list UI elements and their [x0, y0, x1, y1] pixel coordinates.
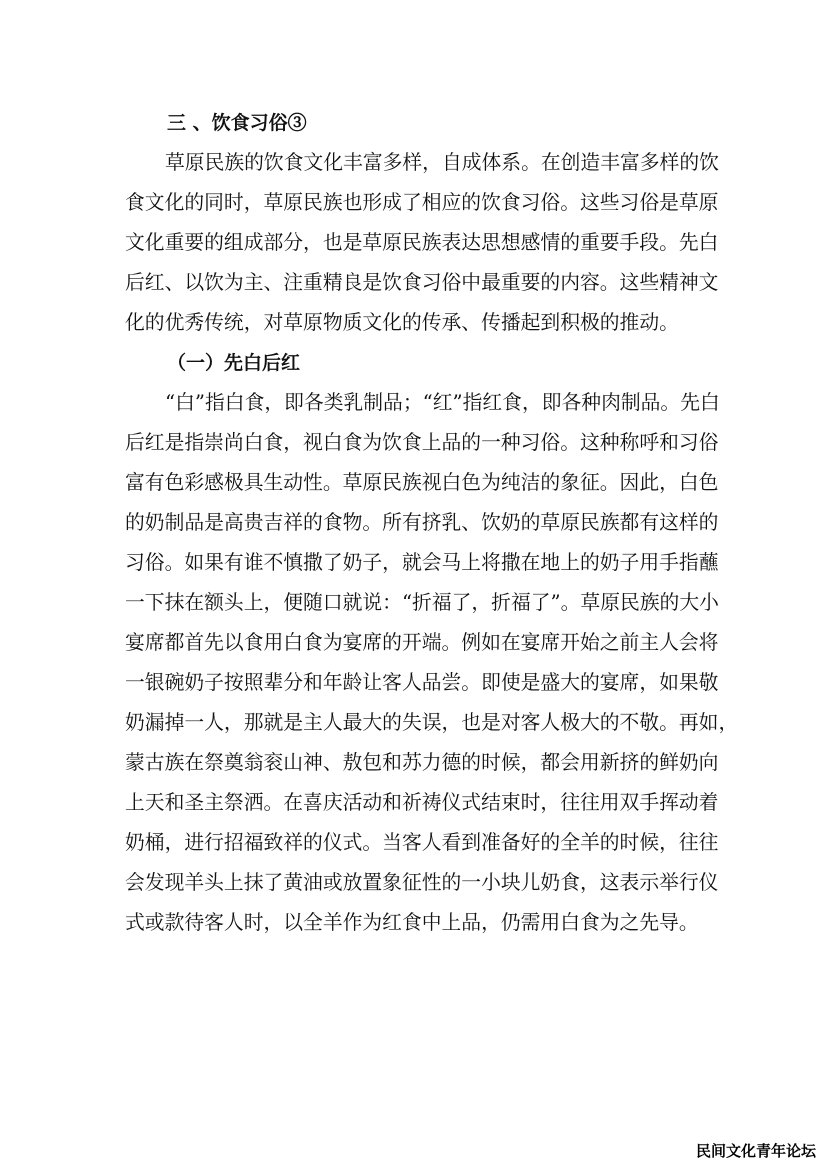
text-line: 一下抹在额头上，便随口就说：“折福了，折福了”。草原民族的大小	[125, 591, 719, 614]
text-line: 式或款待客人时，以全羊作为红食中上品，仍需用白食为之先导。	[125, 911, 699, 934]
text-line: 化的优秀传统，对草原物质文化的传承、传播起到积极的推动。	[125, 311, 679, 334]
intro-paragraph	[125, 143, 719, 343]
text-line: 上天和圣主祭洒。在喜庆活动和祈祷仪式结束时，往往用双手挥动着	[125, 791, 719, 814]
section-heading: 三 、饮食习俗③	[167, 112, 307, 134]
footer-watermark: 民间文化青年论坛	[695, 1142, 816, 1160]
text-line: 的奶制品是高贵吉祥的食物。所有挤乳、饮奶的草原民族都有这样的	[125, 511, 719, 534]
subsection-heading: （一）先白后红	[167, 352, 301, 374]
text-line: 蒙古族在祭奠翁衮山神、敖包和苏力德的时候，都会用新挤的鲜奶向	[125, 751, 719, 774]
text-line: 富有色彩感极具生动性。草原民族视白色为纯洁的象征。因此，白色	[125, 471, 719, 494]
text-line: 奶漏掉一人，那就是主人最大的失误，也是对客人极大的不敬。再如，	[125, 711, 739, 734]
text-line: 宴席都首先以食用白食为宴席的开端。例如在宴席开始之前主人会将	[125, 631, 719, 654]
body-paragraph	[125, 383, 739, 943]
text-line: 草原民族的饮食文化丰富多样，自成体系。在创造丰富多样的饮	[165, 151, 719, 174]
text-line: 后红是指崇尚白食，视白食为饮食上品的一种习俗。这种称呼和习俗	[125, 431, 719, 454]
text-line: “白”指白食，即各类乳制品；“红”指红食，即各种肉制品。先白	[165, 391, 720, 414]
text-line: 习俗。如果有谁不慎撒了奶子，就会马上将撒在地上的奶子用手指蘸	[125, 551, 719, 574]
text-line: 一银碗奶子按照辈分和年龄让客人品尝。即使是盛大的宴席，如果敬	[125, 671, 719, 694]
text-line: 食文化的同时，草原民族也形成了相应的饮食习俗。这些习俗是草原	[125, 191, 719, 214]
text-line: 文化重要的组成部分，也是草原民族表达思想感情的重要手段。先白	[125, 231, 719, 254]
page-body	[125, 103, 739, 943]
text-line: 会发现羊头上抹了黄油或放置象征性的一小块儿奶食，这表示举行仪	[125, 871, 719, 894]
text-line: 后红、以饮为主、注重精良是饮食习俗中最重要的内容。这些精神文	[125, 271, 719, 294]
text-line: 奶桶，进行招福致祥的仪式。当客人看到准备好的全羊的时候，往往	[125, 831, 719, 854]
